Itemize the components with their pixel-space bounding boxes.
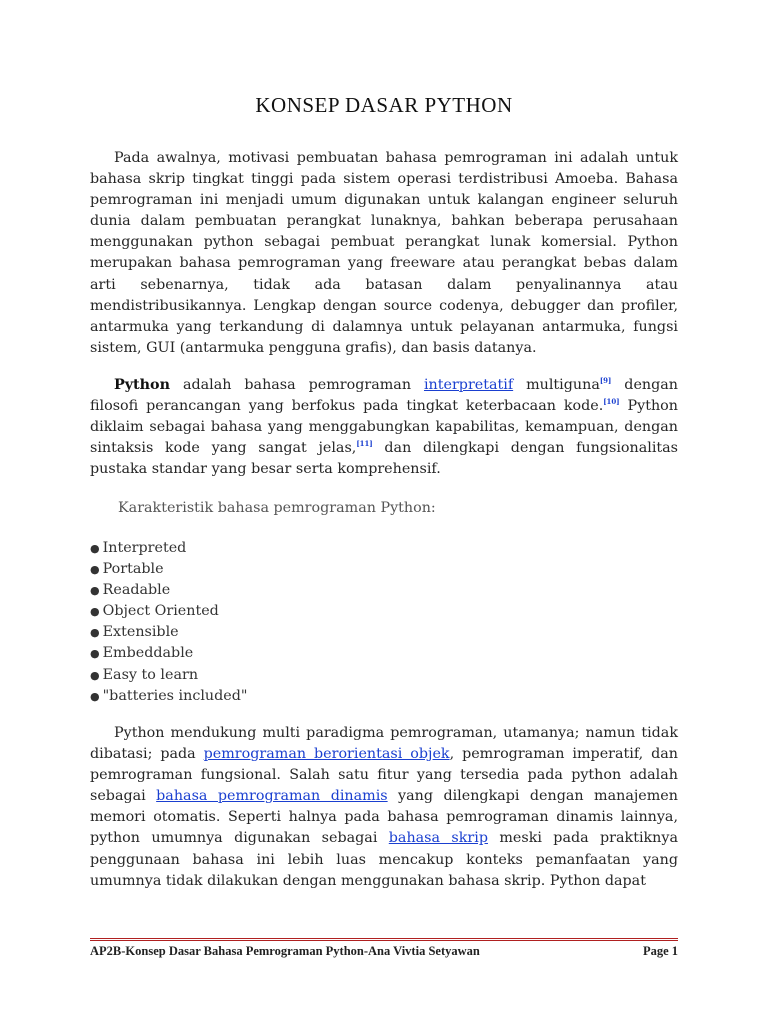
footer-divider — [90, 938, 678, 941]
list-item-label: Interpreted — [102, 540, 187, 556]
page-number: Page 1 — [642, 944, 678, 958]
list-item-label: "batteries included" — [102, 687, 248, 704]
oop-link[interactable]: pemrograman berorientasi objek — [203, 746, 450, 763]
list-item — [90, 622, 247, 643]
paragraph-intro — [90, 148, 678, 359]
bullet-icon: ● — [90, 647, 100, 661]
bullet-icon: ● — [90, 584, 100, 598]
list-item — [90, 559, 247, 580]
footer-title: AP2B-Konsep Dasar Bahasa Pemrograman Python-Ana Vivtia Setyawan — [90, 944, 480, 958]
reference-9-link[interactable]: [9] — [599, 376, 612, 386]
text-span: yang dilengkapi dengan manajemen memori otomatis. Seperti halnya pada bahasa pemrograman dinamis lainnya, python umumnya digunakan sebagai — [90, 788, 678, 847]
text-span: Python diklaim sebagai bahasa yang menggabungkan kapabilitas, kemampuan, dengan sintaksis kode yang sangat jelas, — [90, 398, 678, 457]
bullet-icon: ● — [90, 605, 100, 619]
list-item — [90, 538, 247, 559]
paragraph-paradigm — [90, 723, 678, 892]
bullet-icon: ● — [90, 563, 100, 577]
list-item-label: Easy to learn — [102, 666, 199, 683]
list-item-label: Extensible — [102, 624, 179, 641]
list-item — [90, 601, 247, 622]
list-item-label: Portable — [102, 561, 164, 578]
list-item — [90, 665, 247, 686]
reference-10-link[interactable]: [10] — [603, 397, 620, 407]
list-item-label: Embeddable — [102, 645, 194, 662]
text-span: adalah bahasa pemrograman — [170, 377, 424, 393]
characteristics-caption: Karakteristik bahasa pemrograman Python: — [118, 500, 436, 516]
page-title: KONSEP DASAR PYTHON — [255, 93, 513, 117]
characteristics-list — [90, 538, 247, 707]
bullet-icon: ● — [90, 626, 100, 640]
list-item — [90, 643, 247, 664]
interpretatif-link[interactable]: interpretatif — [423, 377, 514, 393]
dynamic-language-link[interactable]: bahasa pemrograman dinamis — [156, 788, 388, 805]
bullet-icon: ● — [90, 689, 100, 703]
python-bold: Python — [114, 377, 170, 393]
text-span: meski pada praktiknya penggunaan bahasa ini lebih luas mencakup konteks pemanfaatan yang umumnya tidak dilakukan dengan menggunakan bahasa skrip. Python dapat — [90, 830, 678, 889]
bullet-icon: ● — [90, 668, 100, 682]
list-item — [90, 580, 247, 601]
text-span: Python mendukung multi paradigma pemrograman, utamanya; namun tidak dibatasi; pada — [90, 725, 678, 763]
reference-11-link[interactable]: [11] — [356, 439, 373, 449]
text-span: multiguna — [513, 377, 600, 393]
text-span: dan dilengkapi dengan fungsionalitas pustaka standar yang besar serta komprehensif. — [90, 440, 678, 478]
text-span: dengan filosofi perancangan yang berfokus pada tingkat keterbacaan kode. — [90, 377, 678, 415]
page-footer — [90, 944, 678, 959]
list-item — [90, 686, 247, 707]
scripting-language-link[interactable]: bahasa skrip — [388, 830, 488, 847]
bullet-icon: ● — [90, 542, 100, 555]
text-span: , pemrograman imperatif, dan pemrograman fungsional. Salah satu fitur yang tersedia pada python adalah sebagai — [90, 746, 678, 805]
list-item-label: Object Oriented — [102, 603, 219, 620]
list-item-label: Readable — [102, 582, 171, 599]
paragraph-intro-text: Pada awalnya, motivasi pembuatan bahasa pemrograman ini adalah untuk bahasa skrip tingkat tinggi pada sistem operasi terdistribusi Amoeba. Bahasa pemrograman ini menjadi umum digunakan untuk kalangan engineer seluruh dunia dalam pembuatan perangkat lunaknya, bahkan beberapa perusahaan menggunakan python sebagai pembuat perangkat lunak komersial. Python merupakan bahasa pemrograman yang freeware atau perangkat bebas dalam arti sebenarnya, tidak ada batasan dalam penyalinannya atau mendistribusikannya. Lengkap dengan source codenya, debugger dan profiler, antarmuka yang terkandung di dalamnya untuk pelayanan antarmuka, fungsi sistem, GUI (antarmuka pengguna grafis), dan basis datanya. — [90, 150, 678, 356]
paragraph-definition — [90, 375, 678, 480]
